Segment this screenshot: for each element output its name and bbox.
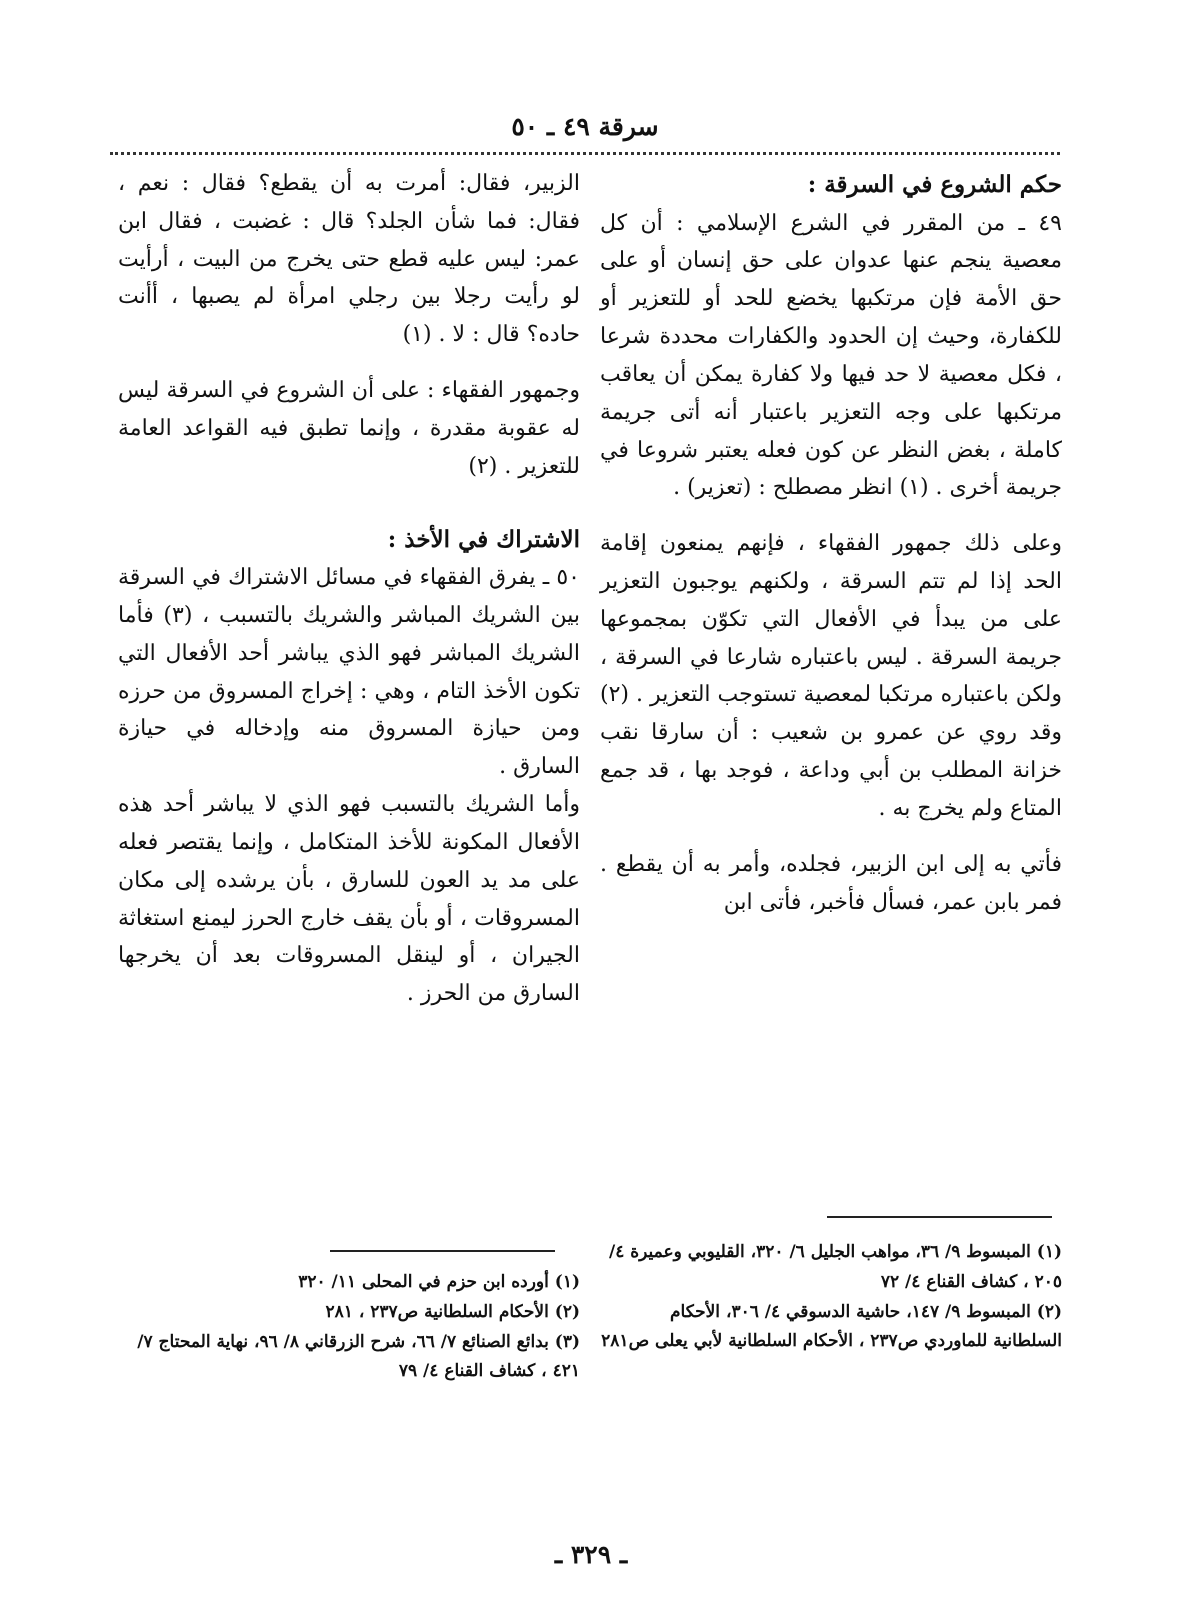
page-header: سرقة ٤٩ ـ ٥٠ <box>511 112 659 141</box>
footnote-right-2: (٢) المبسوط ٩/ ١٤٧، حاشية الدسوقي ٤/ ٣٠٦، الأحكام السلطانية للماوردي ص٢٣٧ ، الأحكام السلطانية لأبي يعلى ص٢٨١ <box>601 1301 1062 1352</box>
paragraph-majority-view: وعلى ذلك جمهور الفقهاء ، فإنهم يمنعون إقامة الحد إذا لم تتم السرقة ، ولكنهم يوجبون التعزير على من يبدأ في الأفعال التي تكوّن بمجموعها جريمة السرقة . ليس باعتباره شارعا في السرقة ، ولكن باعتباره مرتكبا لمعصية تستوجب التعزير . (٢) وقد روي عن عمرو بن شعيب : أن سارقا نقب خزانة المطلب بن أبي وداعة ، فوجد بها ، قد جمع المتاع ولم يخرج به . <box>600 531 1062 821</box>
section-title-attempted-theft: حكم الشروع في السرقة : <box>807 171 1062 198</box>
footnotes-left <box>118 1268 580 1387</box>
header-divider <box>110 152 1060 155</box>
left-column <box>118 165 580 1013</box>
section-title-participation: الاشتراك في الأخذ : <box>387 525 580 553</box>
footnote-divider-left <box>330 1250 555 1252</box>
paragraph-50: ٥٠ ـ يفرق الفقهاء في مسائل الاشتراك في السرقة بين الشريك المباشر والشريك بالتسبب ، (٣) فأما الشريك المباشر فهو الذي يباشر أحد الأفعال التي تكون الأخذ التام ، وهي : إخراج المسروق من حرزه ومن حيازة المسروق منه وإدخاله في حيازة السارق . <box>118 565 580 780</box>
footnote-left-3: (٣) بدائع الصنائع ٧/ ٦٦، شرح الزرقاني ٨/ ٩٦، نهاية المحتاج ٧/ ٤٢١ ، كشاف القناع ٤/ ٧٩ <box>137 1331 580 1382</box>
paragraph-ibn-zubair: فأتي به إلى ابن الزبير، فجلده، وأمر به أن يقطع . فمر بابن عمر، فسأل فأخبر، فأتى ابن <box>600 851 1062 915</box>
paragraph-continuation: الزبير، فقال: أمرت به أن يقطع؟ فقال : نعم ، فقال: فما شأن الجلد؟ قال : غضبت ، فقال ابن عمر: ليس عليه قطع حتى يخرج من البيت ، أرأيت لو رأيت رجلا بين رجلي امرأة لم يصبها ، أأنت حاده؟ قال : لا . (١) <box>118 171 580 348</box>
paragraph-causal-partner: وأما الشريك بالتسبب فهو الذي لا يباشر أحد هذه الأفعال المكونة للأخذ المتكامل ، وإنما يقتصر فعله على مد يد العون للسارق ، بأن يرشده إلى مكان المسروقات ، أو بأن يقف خارج الحرز ليمنع استغاثة الجيران ، أو لينقل المسروقات بعد أن يخرجها السارق من الحرز . <box>118 792 580 1007</box>
right-column <box>600 165 1062 921</box>
page-number: ـ ٣٢٩ ـ <box>554 1540 628 1569</box>
paragraph-jurists-view: وجمهور الفقهاء : على أن الشروع في السرقة ليس له عقوبة مقدرة ، وإنما تطبق فيه القواعد العامة للتعزير . (٢) <box>118 378 580 479</box>
footnotes-right <box>600 1238 1062 1357</box>
footnote-left-2: (٢) الأحكام السلطانية ص٢٣٧ ، ٢٨١ <box>325 1301 580 1322</box>
paragraph-49: ٤٩ ـ من المقرر في الشرع الإسلامي : أن كل معصية ينجم عنها عدوان على حق إنسان أو على حق الأمة فإن مرتكبها يخضع للحد أو للتعزير أو للكفارة، وحيث إن الحدود والكفارات محددة شرعا ، فكل معصية لا حد فيها ولا كفارة يمكن أن يعاقب مرتكبها على وجه التعزير باعتبار أنه أتى جريمة كاملة ، بغض النظر عن كون فعله يعتبر شروعا في جريمة أخرى . (١) انظر مصطلح : (تعزير) . <box>600 210 1062 501</box>
footnote-divider-right <box>827 1216 1052 1218</box>
footnote-right-1: (١) المبسوط ٩/ ٣٦، مواهب الجليل ٦/ ٣٢٠، القليوبي وعميرة ٤/ ٢٠٥ ، كشاف القناع ٤/ ٧٢ <box>608 1242 1062 1292</box>
footnote-left-1: (١) أورده ابن حزم في المحلى ١١/ ٣٢٠ <box>298 1272 580 1292</box>
